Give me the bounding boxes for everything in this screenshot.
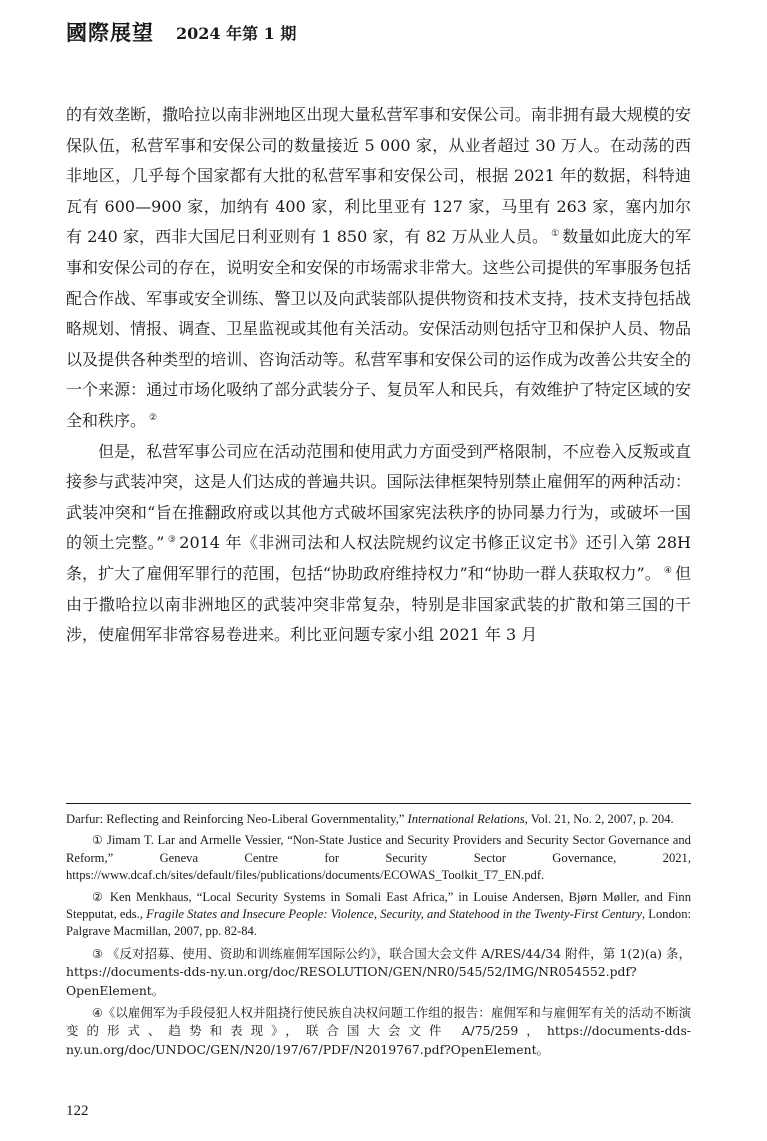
footnote-2-mark: ② [92,889,105,904]
paragraph-1-text-a: 的有效垄断，撒哈拉以南非洲地区出现大量私营军事和安保公司。南非拥有最大规模的安保队伍，私营军事和安保公司的数量接近 5 000 家，从业者超过 30 万人。在动荡的西非地区，几乎每个国家都有大批的私营军事和安保公司，根据 2021 年的数据，科特迪瓦有 600—900 家，加纳有 400 家，利比里亚有 127 家，马里有 263 家，塞内加尔有 240 家，西非大国尼日利亚则有 1 850 家，有 82 万从业人员。 [66,105,691,247]
paragraph-1-text-b: 数量如此庞大的军事和安保公司的存在，说明安全和安保的市场需求非常大。这些公司提供的军事服务包括配合作战、军事或安全训练、警卫以及向武装部队提供物资和技术支持，技术支持包括战略规划、情报、调查、卫星监视或其他有关活动。安保活动则包括守卫和保护人员、物品以及提供各种类型的培训、咨询活动等。私营军事和安保公司的运作成为改善公共安全的一个来源：通过市场化吸纳了部分武装分子、复员军人和民兵，有效维护了特定区域的安全和秩序。 [66,227,691,430]
footnote-continuation [66,811,691,828]
footnote-ref-4[interactable]: ④ [663,565,672,576]
paragraph-2-text-a: 但是，私营军事公司应在活动范围和使用武力方面受到严格限制，不应卷入反叛或直接参与武装冲突，这是人们达成的普遍共识。国际法律框架特别禁止雇佣军的两种活动：武装冲突和“旨在推翻政府或以其他方式破坏国家宪法秩序的协同暴力行为，或破坏一国的领土完整。” [66,441,691,553]
paragraph-2-text-b: 2014 年《非洲司法和人权法院规约议定书修正议定书》还引入第 28H 条，扩大了雇佣军罪行的范围，包括“协助政府维持权力”和“协助一群人获取权力”。 [66,533,691,583]
footnote-2-text-a: Ken Menkhaus, “Local Security Systems in Somali East Africa,” in Louise Andersen, Bjørn Møller, and Finn Stepputat, eds., [66,889,691,922]
footnote-2-text-c: , London: Palgrave Macmillan, 2007, pp. 82-84. [66,907,691,939]
page-number: 122 [66,1103,89,1119]
footnote-divider [66,803,691,804]
footnote-3 [66,945,691,1000]
footnote-3-mark: ③ [92,946,103,961]
footnote-2 [66,889,691,941]
paragraph-2 [66,437,691,651]
footnote-1 [66,832,691,884]
footnote-ref-3[interactable]: ③ [167,534,177,545]
paragraph-1 [66,100,691,437]
footnote-ref-2[interactable]: ② [149,412,158,423]
journal-logo: 國際展望 [66,20,154,45]
footnote-2-book-title: Fragile States and Insecure People: Violence, Security, and Statehood in the Twenty-First Century [146,907,642,922]
footnote-1-text: Jimam T. Lar and Armelle Vessier, “Non-State Justice and Security Providers and Security Sector Governance and Reform,” Geneva Centre for Security Sector Governance, 2021, https://www.dcaf.ch/sites/default/files/publications/documents/ECOWAS_Toolkit_T7_EN.pdf. [66,833,691,883]
footnote-4-mark: ④ [92,1006,103,1021]
footnote-4-text: 《以雇佣军为手段侵犯人权并阻挠行使民族自决权问题工作组的报告：雇佣军和与雇佣军有关的活动不断演变的形式、趋势和表现》，联合国大会文件 A/75/259，https://documents-dds-ny.un.org/doc/UNDOC/GEN/N20/197/67/PDF/N2019767.pdf?OpenElement。 [66,1005,691,1057]
footnote-cont-journal: International Relations [407,812,525,826]
footnote-ref-1[interactable]: ① [551,229,560,240]
footnote-4 [66,1004,691,1059]
running-header [66,14,296,50]
paragraph-2-text-c: 但由于撒哈拉以南非洲地区的武装冲突非常复杂，特别是非国家武装的扩散和第三国的干涉，使雇佣军非常容易卷进来。利比亚问题专家小组 2021 年 3 月 [66,563,691,645]
footnotes [66,811,691,1063]
footnote-cont-text-a: Darfur: Reflecting and Reinforcing Neo-Liberal Governmentality,” [66,812,408,826]
main-body [66,100,691,651]
footnote-3-text: 《反对招募、使用、资助和训练雇佣军国际公约》，联合国大会文件 A/RES/44/34 附件，第 1(2)(a) 条，https://documents-dds-ny.un.org/doc/RESOLUTION/GEN/NR0/545/52/IMG/NR054552.pdf?OpenElement。 [66,945,691,998]
issue-label: 2024 年第 1 期 [176,23,297,43]
footnote-1-mark: ① [92,833,104,848]
footnote-cont-text-c: , Vol. 21, No. 2, 2007, p. 204. [524,812,674,826]
